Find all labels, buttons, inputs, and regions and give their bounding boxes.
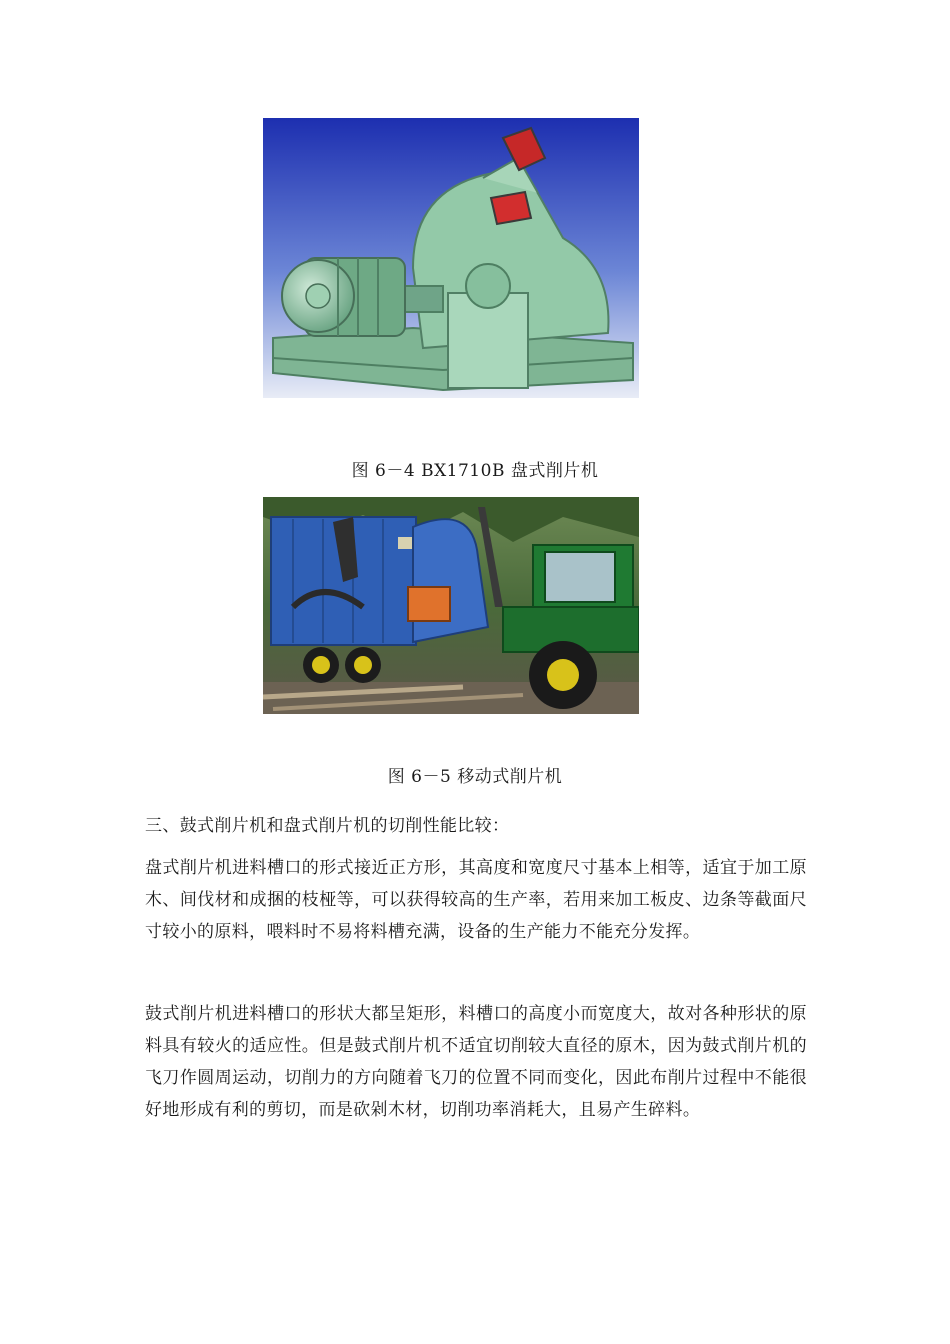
- paragraph-disc-chipper: 盘式削片机进料槽口的形式接近正方形，其高度和宽度尺寸基本上相等，适宜于加工原木、间伐材和成捆的枝桠等，可以获得较高的生产率，若用来加工板皮、边条等截面尺寸较小的原料，喂料时不易将料槽充满，设备的生产能力不能充分发挥。: [145, 858, 807, 942]
- figure-disc-chipper-image: [263, 118, 639, 398]
- figure-caption: 图 6－4 BX1710B 盘式削片机: [351, 461, 599, 481]
- mobile-chipper-illustration: [263, 497, 639, 714]
- disc-chipper-illustration: [263, 118, 639, 398]
- paragraph-drum-chipper: 鼓式削片机进料槽口的形状大都呈矩形，料槽口的高度小而宽度大，故对各种形状的原料具有较火的适应性。但是鼓式削片机不适宜切削较大直径的原木，因为鼓式削片机的飞刀作圆周运动，切削力的方向随着飞刀的位置不同而变化，因此布削片过程中不能很好地形成有利的剪切，而是砍剁木材，切削功率消耗大，且易产生碎料。: [145, 1004, 807, 1120]
- figure-mobile-chipper-image: [263, 497, 639, 714]
- figure-caption: 图 6－5 移动式削片机: [387, 767, 563, 787]
- section-heading: 三、鼓式削片机和盘式削片机的切削性能比较：: [145, 816, 510, 836]
